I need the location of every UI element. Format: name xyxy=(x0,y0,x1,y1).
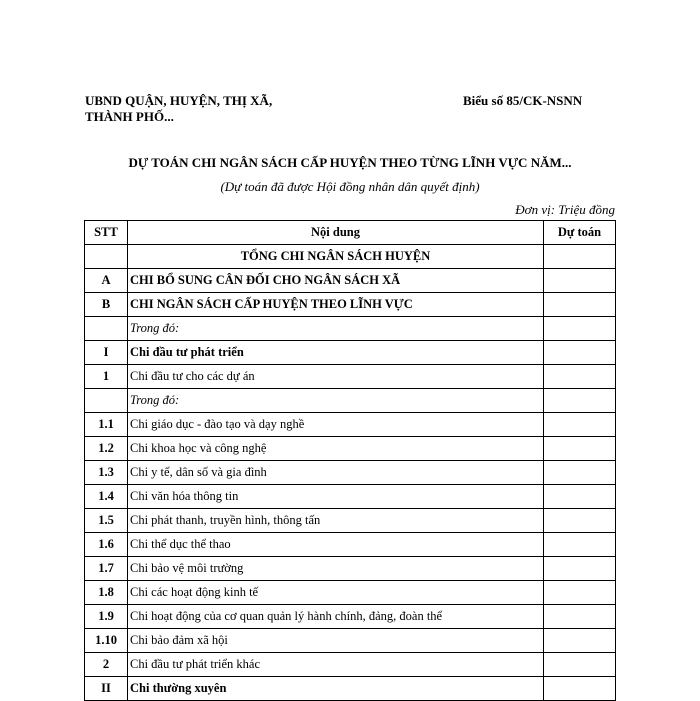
row-content: Trong đó: xyxy=(128,317,544,341)
row-value xyxy=(544,509,616,533)
row-value xyxy=(544,461,616,485)
table-row xyxy=(85,557,616,581)
row-value xyxy=(544,245,616,269)
issuing-authority xyxy=(85,93,272,125)
row-value xyxy=(544,605,616,629)
row-content: Chi bảo đảm xã hội xyxy=(128,629,544,653)
row-value xyxy=(544,365,616,389)
row-value xyxy=(544,677,616,701)
table-row xyxy=(85,653,616,677)
table-row xyxy=(85,629,616,653)
row-value xyxy=(544,269,616,293)
header-stt: STT xyxy=(85,221,128,245)
row-content: Chi bảo vệ môi trường xyxy=(128,557,544,581)
table-row xyxy=(85,293,616,317)
authority-line-2: THÀNH PHỐ... xyxy=(85,109,174,124)
table-row xyxy=(85,485,616,509)
form-number: Biểu số 85/CK-NSNN xyxy=(463,93,583,108)
table-header-row xyxy=(85,221,616,245)
table-row xyxy=(85,389,616,413)
row-stt: 1.3 xyxy=(85,461,128,485)
row-content: Chi đầu tư cho các dự án xyxy=(128,365,544,389)
row-stt: II xyxy=(85,677,128,701)
table-row xyxy=(85,509,616,533)
row-content: Chi khoa học và công nghệ xyxy=(128,437,544,461)
row-stt: B xyxy=(85,293,128,317)
table-row xyxy=(85,533,616,557)
row-stt: 2 xyxy=(85,653,128,677)
unit-label: Đơn vị: Triệu đồng xyxy=(515,202,615,217)
table-row xyxy=(85,413,616,437)
row-value xyxy=(544,629,616,653)
table-row xyxy=(85,341,616,365)
row-stt: A xyxy=(85,269,128,293)
row-stt xyxy=(85,389,128,413)
row-value xyxy=(544,437,616,461)
row-stt: 1.10 xyxy=(85,629,128,653)
row-value xyxy=(544,653,616,677)
row-stt: 1.2 xyxy=(85,437,128,461)
row-value xyxy=(544,293,616,317)
row-content: CHI BỔ SUNG CÂN ĐỐI CHO NGÂN SÁCH XÃ xyxy=(128,269,544,293)
row-stt: 1.8 xyxy=(85,581,128,605)
document-title: DỰ TOÁN CHI NGÂN SÁCH CẤP HUYỆN THEO TỪNG LĨNH VỰC NĂM... xyxy=(128,155,572,170)
table-row xyxy=(85,581,616,605)
row-stt: 1.6 xyxy=(85,533,128,557)
row-stt: 1.1 xyxy=(85,413,128,437)
row-stt: I xyxy=(85,341,128,365)
row-value xyxy=(544,389,616,413)
row-value xyxy=(544,581,616,605)
row-stt: 1.9 xyxy=(85,605,128,629)
table-row xyxy=(85,245,616,269)
row-content: Chi đầu tư phát triển khác xyxy=(128,653,544,677)
row-stt xyxy=(85,317,128,341)
table-row xyxy=(85,269,616,293)
row-stt: 1.7 xyxy=(85,557,128,581)
row-stt: 1.5 xyxy=(85,509,128,533)
row-content: Chi thể dục thể thao xyxy=(128,533,544,557)
table-row xyxy=(85,605,616,629)
row-content: Chi văn hóa thông tin xyxy=(128,485,544,509)
row-value xyxy=(544,413,616,437)
row-content: Chi đầu tư phát triển xyxy=(128,341,544,365)
table-row xyxy=(85,677,616,701)
row-value xyxy=(544,557,616,581)
row-value xyxy=(544,533,616,557)
row-content: Chi thường xuyên xyxy=(128,677,544,701)
row-content: Chi y tế, dân số và gia đình xyxy=(128,461,544,485)
row-value xyxy=(544,317,616,341)
authority-line-1: UBND QUẬN, HUYỆN, THỊ XÃ, xyxy=(85,93,273,108)
table-row xyxy=(85,437,616,461)
table-row xyxy=(85,317,616,341)
row-content: Chi hoạt động của cơ quan quản lý hành chính, đảng, đoàn thể xyxy=(128,605,544,629)
row-content: Chi phát thanh, truyền hình, thông tấn xyxy=(128,509,544,533)
row-stt: 1 xyxy=(85,365,128,389)
row-content: Chi các hoạt động kinh tế xyxy=(128,581,544,605)
row-content: CHI NGÂN SÁCH CẤP HUYỆN THEO LĨNH VỰC xyxy=(128,293,544,317)
row-content: TỔNG CHI NGÂN SÁCH HUYỆN xyxy=(128,245,544,269)
row-value xyxy=(544,341,616,365)
row-content: Trong đó: xyxy=(128,389,544,413)
table-row xyxy=(85,365,616,389)
row-stt: 1.4 xyxy=(85,485,128,509)
budget-table xyxy=(84,220,616,701)
document-subtitle: (Dự toán đã được Hội đồng nhân dân quyết định) xyxy=(220,179,480,194)
row-value xyxy=(544,485,616,509)
table-row xyxy=(85,461,616,485)
header-content: Nội dung xyxy=(128,221,544,245)
row-content: Chi giáo dục - đào tạo và dạy nghề xyxy=(128,413,544,437)
header-estimate: Dự toán xyxy=(544,221,616,245)
row-stt xyxy=(85,245,128,269)
